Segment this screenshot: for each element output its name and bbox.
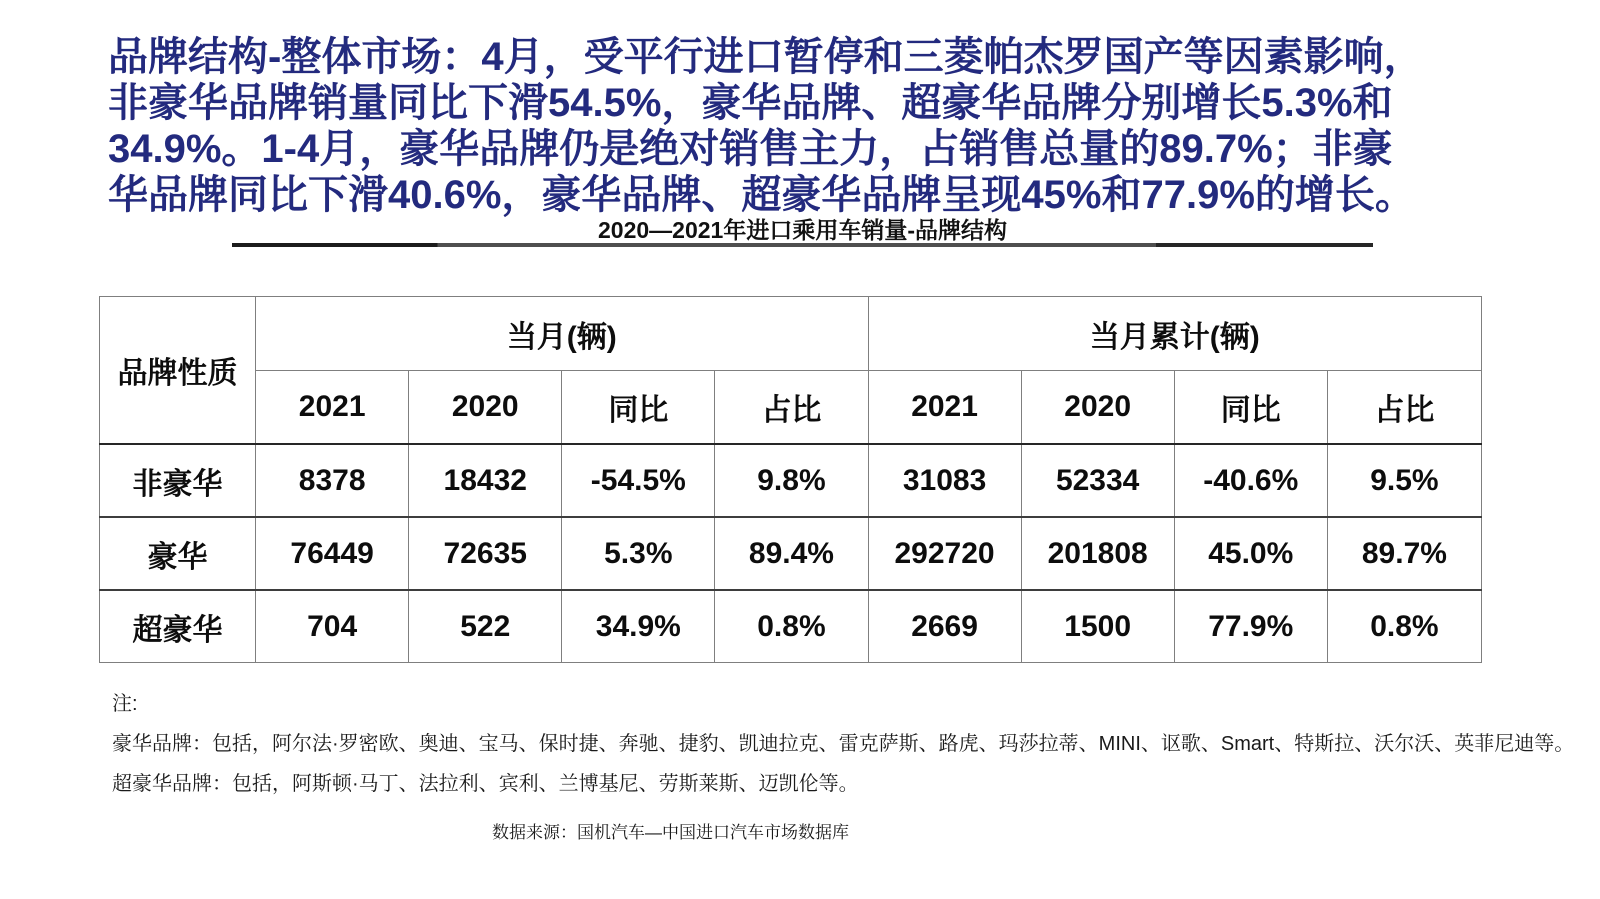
cell-current-share: 89.4%	[715, 517, 868, 590]
cell-current-share: 0.8%	[715, 590, 868, 663]
row-label: 豪华	[100, 517, 256, 590]
cell-cumulative-yoy: 77.9%	[1174, 590, 1327, 663]
cell-current-yoy: 5.3%	[562, 517, 715, 590]
cell-current-2021: 8378	[256, 444, 409, 517]
table-row-luxury	[100, 517, 1482, 590]
cell-cumulative-2021: 292720	[868, 517, 1021, 590]
page-title	[108, 34, 1508, 218]
note-luxury-brands: 豪华品牌：包括，阿尔法·罗密欧、奥迪、宝马、保时捷、奔驰、捷豹、凯迪拉克、雷克萨斯、路虎、玛莎拉蒂、MINI、讴歌、Smart、特斯拉、沃尔沃、英菲尼迪等。	[112, 733, 1575, 755]
table-column-header-row	[100, 371, 1482, 445]
table-row-super-luxury	[100, 590, 1482, 663]
col-header-cumulative-2021: 2021	[868, 371, 1021, 445]
corner-header-cell: 品牌性质	[100, 297, 256, 445]
table-row-non-luxury	[100, 444, 1482, 517]
cell-cumulative-2021: 2669	[868, 590, 1021, 663]
table-subtitle: 2020—2021年进口乘用车销量-品牌结构	[598, 217, 1007, 243]
cell-current-2021: 76449	[256, 517, 409, 590]
col-header-cumulative-share: 占比	[1327, 371, 1481, 445]
col-header-current-2020: 2020	[409, 371, 562, 445]
notes-block	[112, 684, 1574, 804]
brand-structure-table	[99, 296, 1482, 663]
cell-cumulative-2020: 1500	[1021, 590, 1174, 663]
title-line-2: 非豪华品牌销量同比下滑54.5%，豪华品牌、超豪华品牌分别增长5.3%和	[108, 81, 1393, 125]
cell-current-yoy: -54.5%	[562, 444, 715, 517]
cell-current-2021: 704	[256, 590, 409, 663]
title-line-3: 34.9%。1-4月，豪华品牌仍是绝对销售主力，占销售总量的89.7%；非豪	[108, 127, 1393, 171]
cell-current-2020: 72635	[409, 517, 562, 590]
col-header-current-yoy: 同比	[562, 371, 715, 445]
cell-cumulative-2020: 201808	[1021, 517, 1174, 590]
notes-label: 注:	[112, 693, 138, 715]
subtitle-divider	[232, 243, 1373, 247]
col-header-current-2021: 2021	[256, 371, 409, 445]
row-label: 非豪华	[100, 444, 256, 517]
group-header-cumulative: 当月累计(辆)	[868, 297, 1481, 371]
col-header-current-share: 占比	[715, 371, 868, 445]
cell-current-yoy: 34.9%	[562, 590, 715, 663]
data-source-line: 数据来源：国机汽车—中国进口汽车市场数据库	[492, 823, 849, 842]
cell-current-2020: 18432	[409, 444, 562, 517]
group-header-current-month: 当月(辆)	[256, 297, 868, 371]
cell-cumulative-2020: 52334	[1021, 444, 1174, 517]
cell-cumulative-share: 89.7%	[1327, 517, 1481, 590]
title-line-4: 华品牌同比下滑40.6%，豪华品牌、超豪华品牌呈现45%和77.9%的增长。	[108, 173, 1415, 217]
title-line-1: 品牌结构-整体市场：4月，受平行进口暂停和三菱帕杰罗国产等因素影响，	[108, 35, 1424, 79]
cell-cumulative-2021: 31083	[868, 444, 1021, 517]
row-label: 超豪华	[100, 590, 256, 663]
col-header-cumulative-yoy: 同比	[1174, 371, 1327, 445]
cell-cumulative-yoy: -40.6%	[1174, 444, 1327, 517]
cell-cumulative-share: 9.5%	[1327, 444, 1481, 517]
cell-cumulative-yoy: 45.0%	[1174, 517, 1327, 590]
cell-cumulative-share: 0.8%	[1327, 590, 1481, 663]
col-header-cumulative-2020: 2020	[1021, 371, 1174, 445]
note-super-luxury-brands: 超豪华品牌：包括，阿斯顿·马丁、法拉利、宾利、兰博基尼、劳斯莱斯、迈凯伦等。	[112, 773, 859, 795]
cell-current-share: 9.8%	[715, 444, 868, 517]
cell-current-2020: 522	[409, 590, 562, 663]
table-group-header-row	[100, 297, 1482, 371]
